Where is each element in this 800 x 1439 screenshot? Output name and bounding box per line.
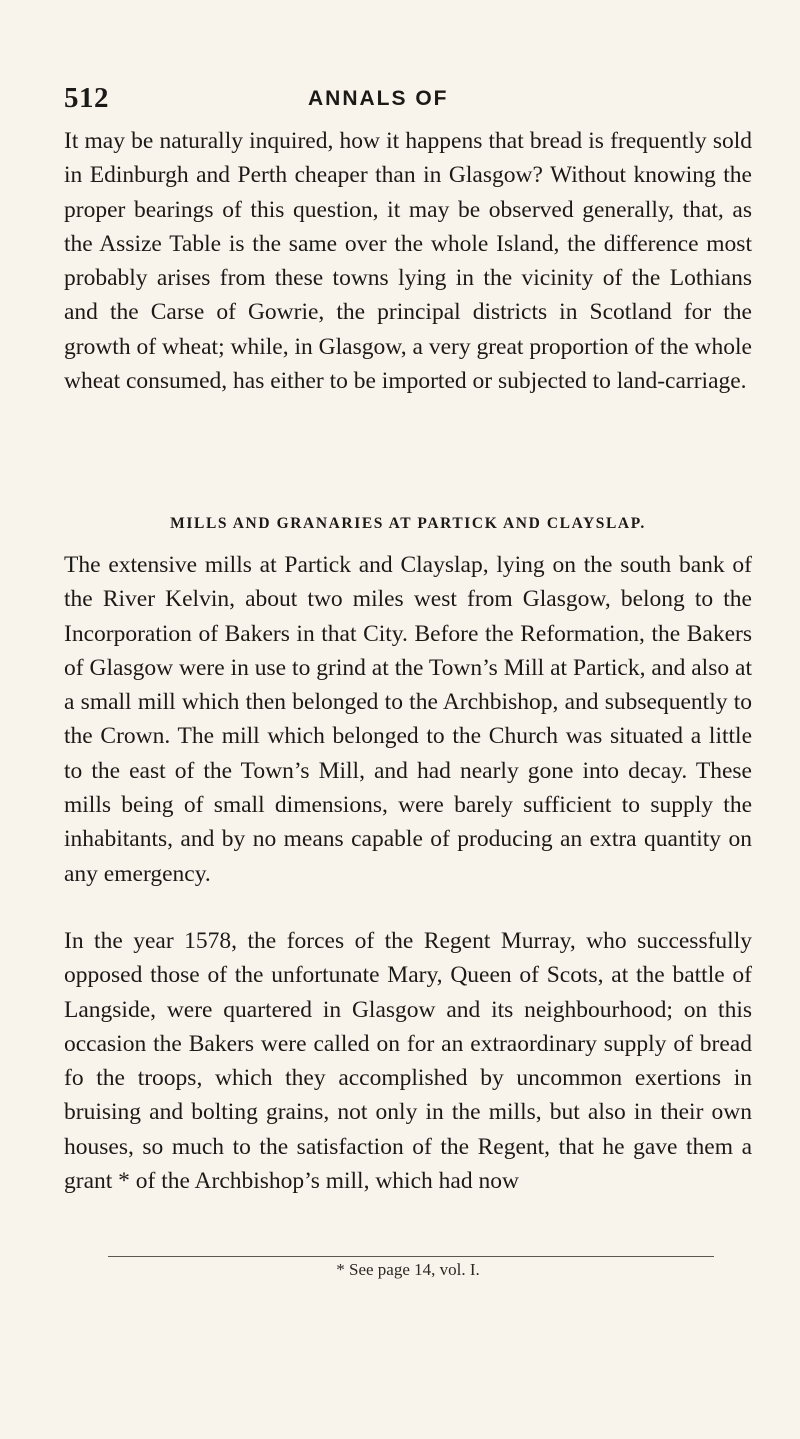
running-head: ANNALS OF bbox=[308, 87, 449, 110]
paragraph-mills-description: The extensive mills at Partick and Clayslap, lying on the south bank of the River Kelvin, about two miles west from Glasgow, belong to the Incorporation of Bakers in that City. Before the Reformation, the Bakers of Glasgow were in use to grind at the Town’s Mill at Partick, and also at a small mill which then belonged to the Archbishop, and subsequently to the Crown. The mill which belonged to the Church was situated a little to the east of the Town’s Mill, and had nearly gone into decay. These mills being of small dimensions, were barely sufficient to supply the inhabitants, and by no means capable of producing an extra quantity on any emergency. bbox=[64, 552, 752, 887]
page-header bbox=[64, 82, 744, 122]
page-number: 512 bbox=[64, 82, 109, 114]
section-heading: MILLS AND GRANARIES AT PARTICK AND CLAYSLAP. bbox=[170, 515, 646, 532]
footnote-divider bbox=[108, 1256, 714, 1257]
footnote: * See page 14, vol. I. bbox=[336, 1260, 480, 1279]
paragraph-regent-murray: In the year 1578, the forces of the Regent Murray, who successfully opposed those of the unfortunate Mary, Queen of Scots, at the battle of Langside, were quartered in Glasgow and its neighbourhood; on this occasion the Bakers were called on for an extraordinary supply of bread fo the troops, which they accomplished by uncommon exertions in bruising and bolting grains, not only in the mills, but also in their own houses, so much to the satisfaction of the Regent, that he gave them a grant * of the Archbishop’s mill, which had now bbox=[64, 928, 752, 1195]
paragraph-bread-prices: It may be naturally inquired, how it happens that bread is frequently sold in Edinburgh and Perth cheaper than in Glasgow? Without knowing the proper bearings of this question, it may be observed generally, that, as the Assize Table is the same over the whole Island, the difference most probably arises from these towns lying in the vicinity of the Lothians and the Carse of Gowrie, the principal districts in Scotland for the growth of wheat; while, in Glasgow, a very great proportion of the whole wheat consumed, has either to be imported or subjected to land-carriage. bbox=[64, 128, 752, 395]
